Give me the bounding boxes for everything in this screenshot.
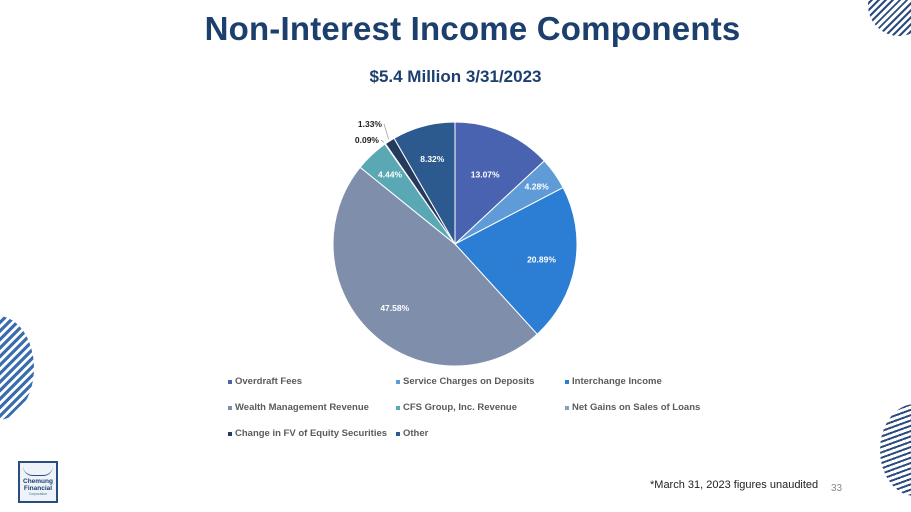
pie-data-label: 4.44%	[377, 169, 403, 180]
legend-label: Change in FV of Equity Securities	[235, 428, 388, 439]
legend-item	[565, 376, 662, 387]
legend-swatch	[565, 406, 569, 410]
pie-leader-line	[381, 140, 384, 142]
legend-swatch	[228, 406, 232, 410]
legend-item	[396, 402, 517, 413]
pie-data-label: 20.89%	[527, 254, 556, 265]
legend-label: Wealth Management Revenue	[235, 402, 369, 413]
pie-leader-line	[384, 124, 389, 139]
legend-swatch	[228, 432, 232, 436]
legend-swatch	[228, 380, 232, 384]
page-number: 33	[831, 483, 843, 494]
legend-item	[396, 376, 534, 387]
chart-subtitle: $5.4 Million 3/31/2023	[369, 67, 542, 86]
legend-swatch	[396, 432, 400, 436]
legend-label: Net Gains on Sales of Loans	[572, 402, 701, 413]
legend-label: Interchange Income	[572, 376, 662, 387]
slide-title: Non-Interest Income Components	[204, 10, 741, 47]
legend-label: Other	[403, 428, 429, 439]
pie-data-label: 0.09%	[354, 135, 379, 145]
legend-item	[228, 376, 302, 387]
legend-swatch	[565, 380, 569, 384]
company-logo	[18, 461, 58, 503]
logo-line-3: Corporation	[28, 492, 48, 496]
legend-item	[228, 402, 369, 413]
legend-swatch	[396, 406, 400, 410]
legend-swatch	[396, 380, 400, 384]
legend-label: CFS Group, Inc. Revenue	[403, 402, 518, 413]
logo-line-1: Chemung	[23, 478, 53, 485]
legend-item	[565, 402, 700, 413]
legend-label: Service Charges on Deposits	[403, 376, 535, 387]
pie-data-label: 1.33%	[357, 119, 382, 129]
pie-data-label: 47.58%	[380, 302, 410, 313]
pie-data-label: 8.32%	[420, 154, 445, 165]
legend-item	[396, 428, 428, 439]
pie-data-label: 4.28%	[524, 181, 549, 192]
footnote: *March 31, 2023 figures unaudited	[650, 479, 819, 491]
pie-data-label: 13.07%	[470, 169, 500, 180]
logo-mark	[23, 465, 53, 476]
legend-item	[228, 428, 387, 439]
legend-label: Overdraft Fees	[235, 376, 303, 387]
logo-line-2: Financial	[23, 485, 53, 492]
